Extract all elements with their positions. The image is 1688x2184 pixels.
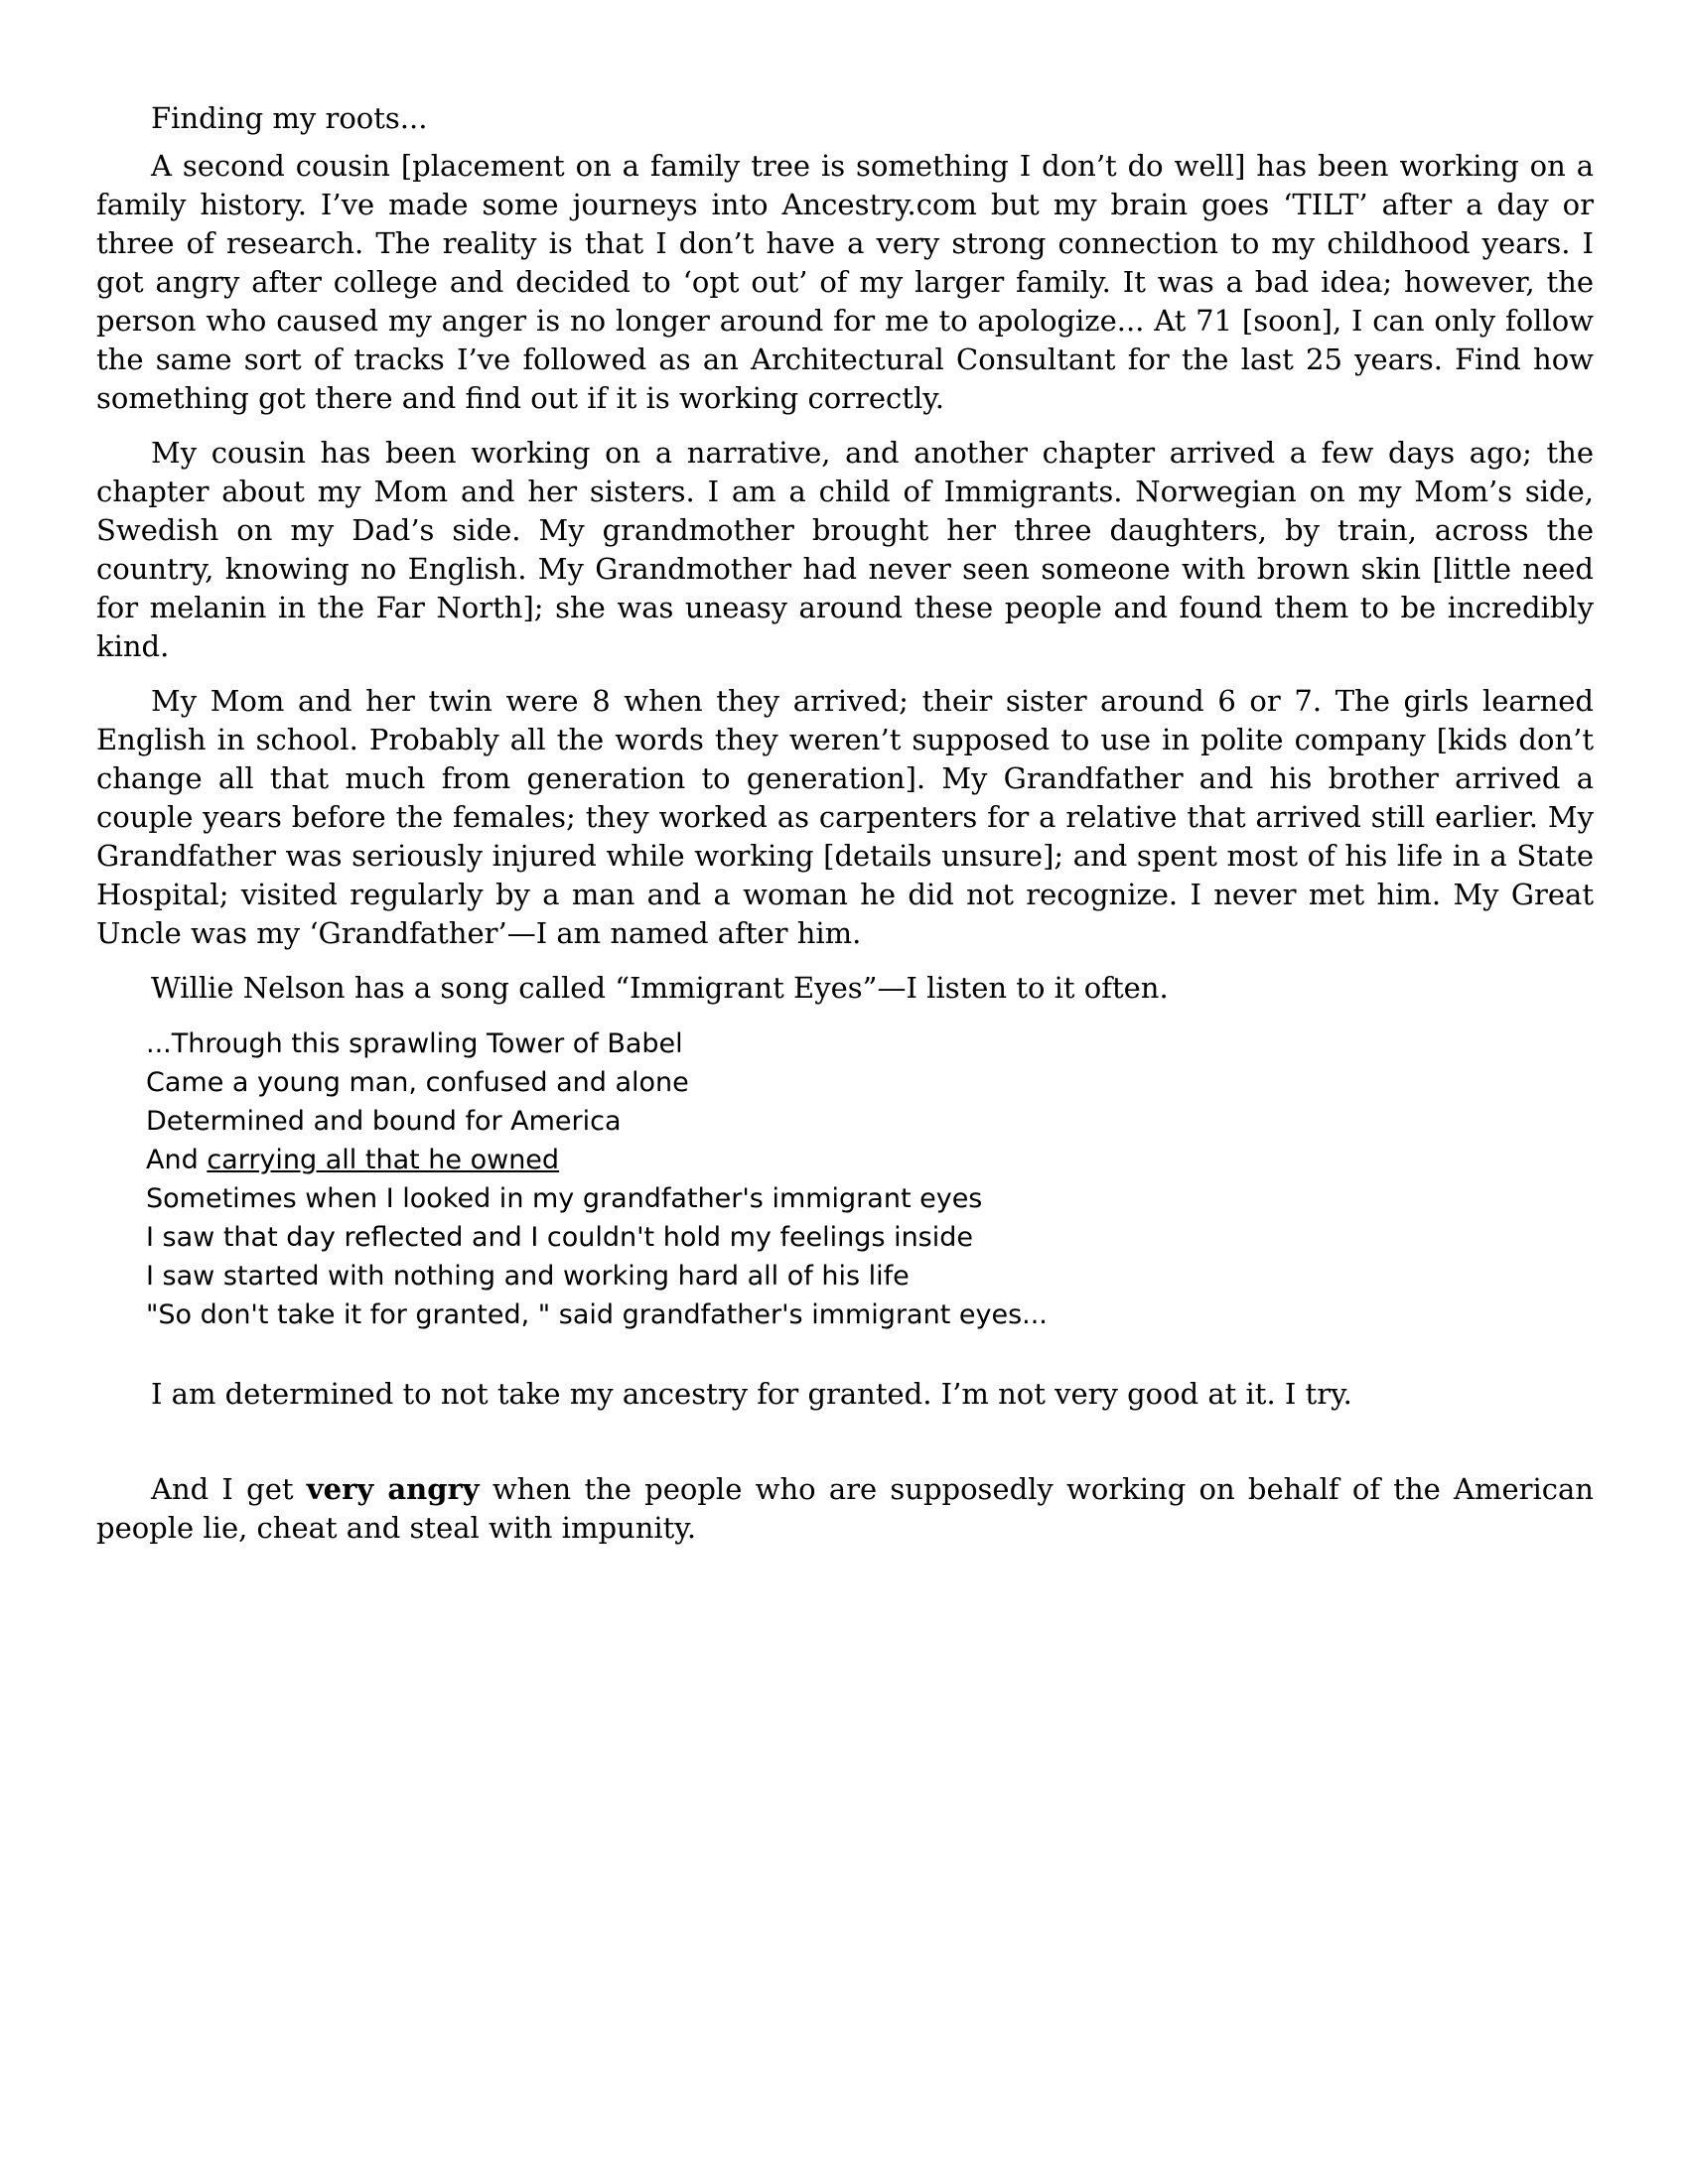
bold-emphasis: very angry [306, 1472, 480, 1506]
underlined-phrase: carrying all that he owned [207, 1145, 560, 1175]
body-paragraph-willie-nelson: Willie Nelson has a song called “Immigrant Eyes”—I listen to it often. [151, 971, 1169, 1005]
lyric-line-1: ...Through this sprawling Tower of Babel [146, 1028, 683, 1059]
lyric-line-2: Came a young man, confused and alone [146, 1067, 689, 1098]
lyric-line-4 [146, 1141, 1594, 1179]
body-paragraph-mom-twin: My Mom and her twin were 8 when they arrived; their sister around 6 or 7. The girls learned English in school. Probably all the words they weren’t supposed to use in polite company [kids don’t change all that much from generation to generation]. My Grandfather and his brother arrived a couple years before the females; they worked as carpenters for a relative that arrived still earlier. My Grandfather was seriously injured while working [details unsure]; and spent most of his life in a State Hospital; visited regularly by a man and a woman he did not recognize. I never met him. My Great Uncle was my ‘Grandfather’—I am named after him. [96, 684, 1594, 950]
body-paragraph-roots: A second cousin [placement on a family tree is something I don’t do well] has been working on a family history. I’ve made some journeys into Ancestry.com but my brain goes ‘TILT’ after a day or three of research. The reality is that I don’t have a very strong connection to my childhood years. I got angry after college and decided to ‘opt out’ of my larger family. It was a bad idea; however, the person who caused my anger is no longer around for me to apologize... At 71 [soon], I can only follow the same sort of tracks I’ve followed as an Architectural Consultant for the last 25 years. Find how something got there and find out if it is working correctly. [96, 149, 1594, 415]
lyric-line-6: I saw that day reflected and I couldn't hold my feelings inside [146, 1222, 974, 1253]
song-lyrics-block [146, 1024, 1594, 1334]
lyric-line-7: I saw started with nothing and working hard all of his life [146, 1261, 910, 1292]
lyric-line-4-prefix: And [146, 1145, 208, 1175]
closing-paragraph-determined: I am determined to not take my ancestry for granted. I’m not very good at it. I try. [151, 1377, 1352, 1411]
closing-paragraph-angry [96, 1470, 1594, 1548]
lyric-line-3: Determined and bound for America [146, 1106, 622, 1137]
lyric-line-8: "So don't take it for granted, " said grandfather's immigrant eyes... [146, 1299, 1048, 1330]
angry-prefix: And I get [151, 1472, 307, 1506]
body-paragraph-cousin-narrative: My cousin has been working on a narrative, and another chapter arrived a few days ago; the chapter about my Mom and her sisters. I am a child of Immigrants. Norwegian on my Mom’s side, Swedish on my Dad’s side. My grandmother brought her three daughters, by train, across the country, knowing no English. My Grandmother had never seen someone with brown skin [little need for melanin in the Far North]; she was uneasy around these people and found them to be incredibly kind. [96, 436, 1594, 663]
page-title: Finding my roots... [151, 101, 428, 135]
lyric-line-5: Sometimes when I looked in my grandfather's immigrant eyes [146, 1183, 983, 1214]
angry-suffix: when the people who are supposedly working on behalf of the American people lie, cheat and steal with impunity. [96, 1472, 1594, 1545]
